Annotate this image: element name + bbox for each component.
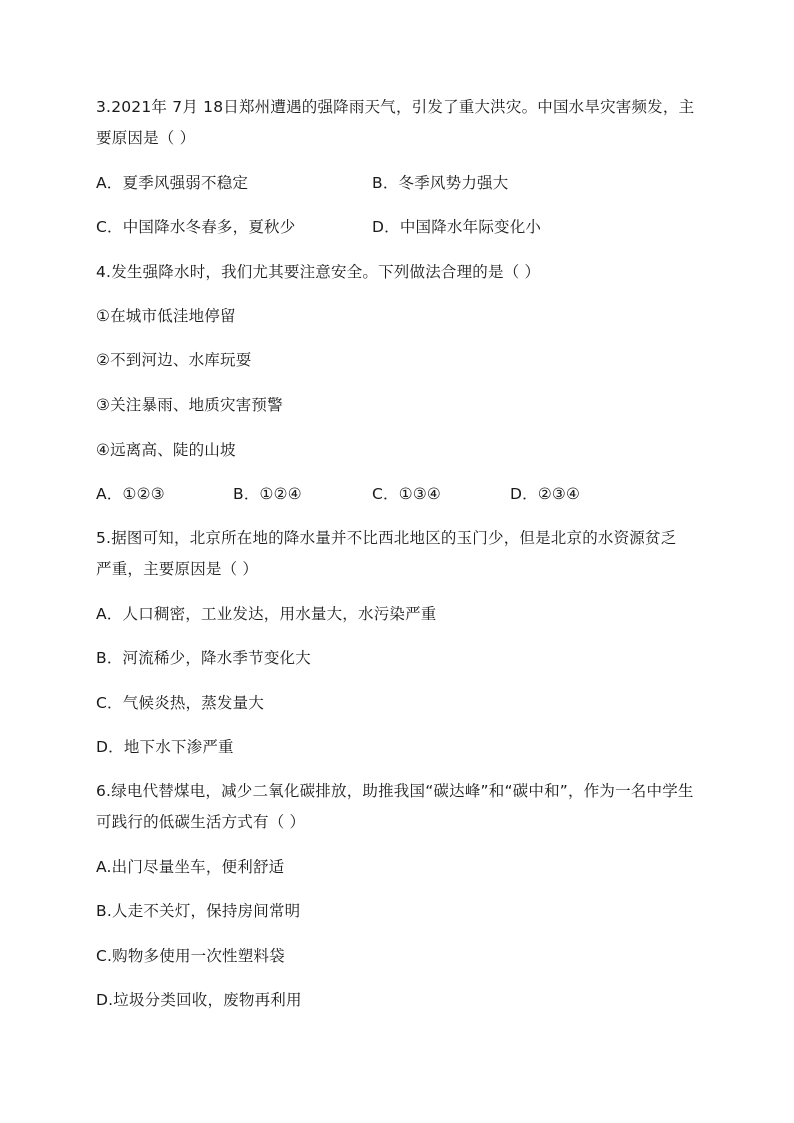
question-4-item-4: ④远离高、陡的山坡 xyxy=(96,441,236,459)
question-5-option-b: B．河流稀少，降水季节变化大 xyxy=(96,649,311,667)
question-3-option-b: B．冬季风势力强大 xyxy=(372,174,509,192)
question-3-option-d: D．中国降水年际变化小 xyxy=(372,218,542,236)
question-5-option-c: C．气候炎热，蒸发量大 xyxy=(96,694,265,712)
question-6-option-b: B.人走不关灯，保持房间常明 xyxy=(96,902,301,920)
question-4-option-a: A．①②③ xyxy=(96,485,165,503)
question-6-option-d: D.垃圾分类回收，废物再利用 xyxy=(96,991,302,1009)
question-5-option-a: A．人口稠密，工业发达，用水量大，水污染严重 xyxy=(96,605,437,623)
question-4-stem-line-1: 4.发生强降水时，我们尤其要注意安全。下列做法合理的是（ ） xyxy=(96,263,541,281)
question-4-option-b: B．①②④ xyxy=(233,485,302,503)
question-3-option-a: A．夏季风强弱不稳定 xyxy=(96,174,249,192)
question-3-stem-line-1: 3.2021年 7月 18日郑州遭遇的强降雨天气，引发了重大洪灾。中国水旱灾害频发，主 xyxy=(96,98,695,116)
question-3-option-c: C．中国降水冬春多，夏秋少 xyxy=(96,218,296,236)
question-6-stem-line-2: 可践行的低碳生活方式有（ ） xyxy=(96,813,306,831)
question-4-item-1: ①在城市低洼地停留 xyxy=(96,307,236,325)
question-4-item-3: ③关注暴雨、地质灾害预警 xyxy=(96,396,283,414)
question-4-option-c: C．①③④ xyxy=(372,485,442,503)
question-6-stem-line-1: 6.绿电代替煤电，减少二氧化碳排放，助推我国“碳达峰”和“碳中和”，作为一名中学生 xyxy=(96,782,694,800)
question-4-option-d: D．②③④ xyxy=(510,485,581,503)
question-3-stem-line-2: 要原因是（ ） xyxy=(96,129,196,147)
question-5-option-d: D．地下水下渗严重 xyxy=(96,738,234,756)
question-6-option-a: A.出门尽量坐车，便利舒适 xyxy=(96,858,285,876)
question-4-item-2: ②不到河边、水库玩耍 xyxy=(96,351,252,369)
question-6-option-c: C.购物多使用一次性塑料袋 xyxy=(96,947,285,965)
question-5-stem-line-2: 严重，主要原因是（ ） xyxy=(96,560,259,578)
question-5-stem-line-1: 5.据图可知，北京所在地的降水量并不比西北地区的玉门少，但是北京的水资源贫乏 xyxy=(96,529,677,547)
